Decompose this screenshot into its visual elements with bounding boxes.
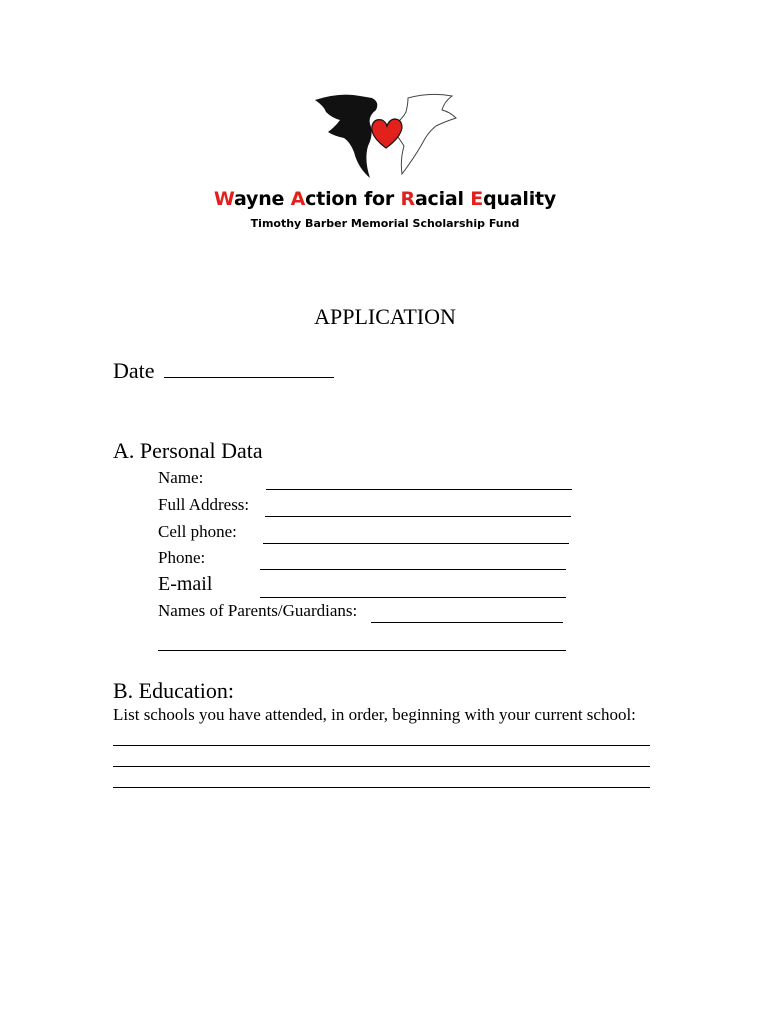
school-line[interactable] [113,787,650,788]
section-b-heading: B. Education: [113,678,234,703]
cell-phone-label: Cell phone: [158,522,237,541]
parents-label: Names of Parents/Guardians: [158,601,358,620]
address-row [158,495,249,515]
section-a-heading: A. Personal Data [113,438,263,463]
org-initial: E [470,188,484,210]
org-word: ction for [305,188,401,210]
address-label: Full Address: [158,495,250,514]
org-name [0,188,770,210]
cell-phone-row [158,522,237,542]
org-word: ayne [233,188,291,210]
org-word: quality [483,188,557,210]
date-label: Date [113,358,155,383]
doves-heart-icon [310,90,460,185]
email-field[interactable] [260,596,566,598]
phone-field[interactable] [260,568,566,570]
email-row [158,573,212,596]
name-row [158,468,203,488]
email-label: E-mail [158,573,213,595]
school-line[interactable] [113,766,650,767]
school-line[interactable] [113,745,650,746]
cell-phone-field[interactable] [263,542,569,544]
parents-field-continued[interactable] [158,649,566,651]
phone-row [158,548,205,568]
org-subtitle: Timothy Barber Memorial Scholarship Fund [250,217,520,230]
org-initial: A [290,188,306,210]
logo [0,90,770,240]
address-field[interactable] [265,515,571,517]
date-field[interactable] [164,376,334,378]
parents-row [158,601,357,621]
date-row [113,358,334,384]
education-instruction: List schools you have attended, in order, beginning with your current school: [113,705,636,724]
phone-label: Phone: [158,548,206,567]
page-title: APPLICATION [314,304,456,329]
name-label: Name: [158,468,204,487]
org-initial: W [213,188,234,210]
parents-field[interactable] [371,621,563,623]
name-field[interactable] [266,488,572,490]
org-word: acial [414,188,471,210]
org-initial: R [400,188,415,210]
